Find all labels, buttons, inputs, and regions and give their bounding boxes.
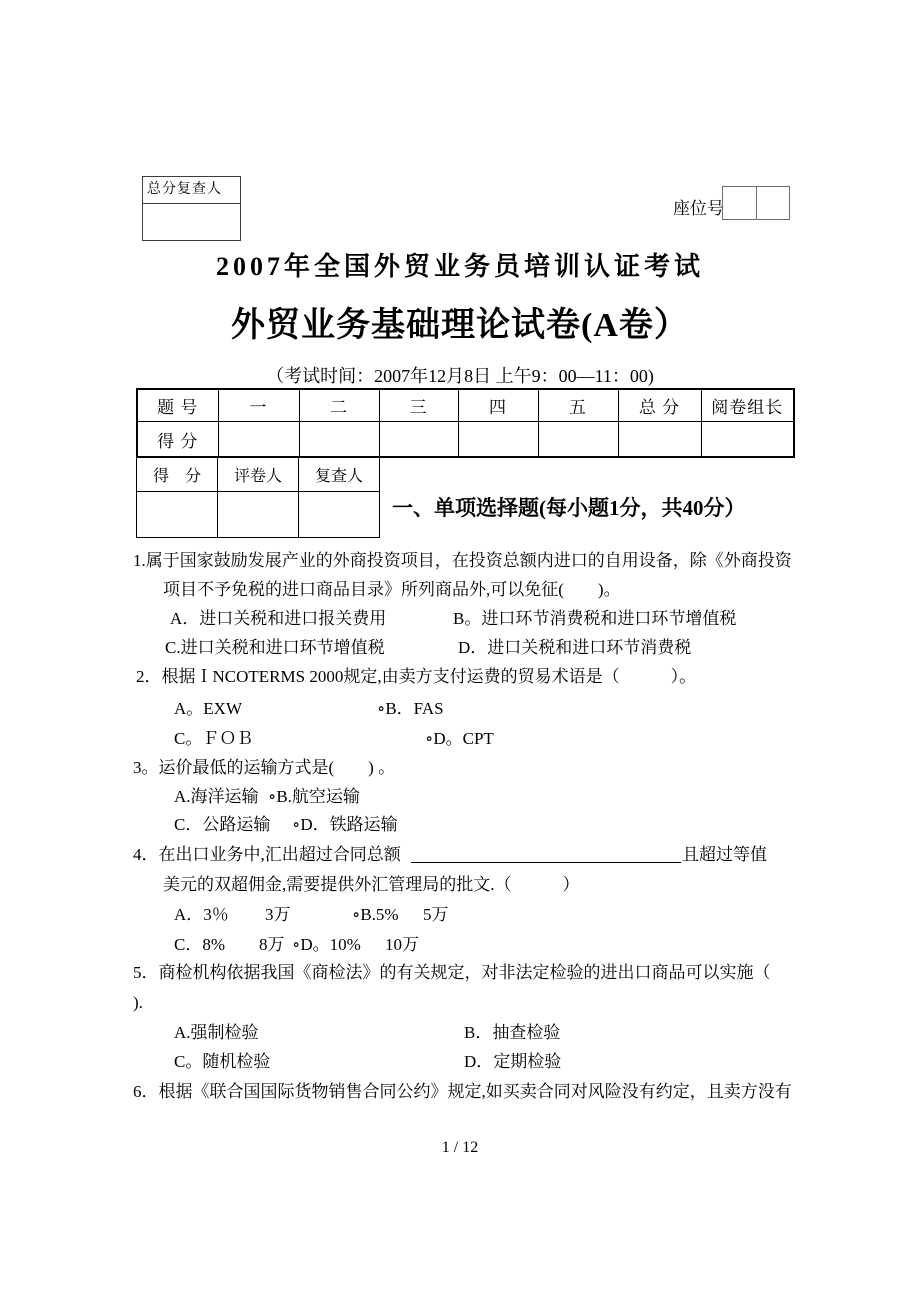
score-blank-cell <box>618 422 701 458</box>
question-1-option-a: A．进口关税和进口报关费用 <box>170 609 387 628</box>
score-table-header-cell: 总 分 <box>618 389 701 422</box>
question-2-option-c: C。ＦＯＢ <box>174 729 254 748</box>
score-blank-cell <box>379 422 458 458</box>
score-table-header-cell: 三 <box>379 389 458 422</box>
question-5-line-2: ). <box>133 993 143 1012</box>
question-5-line-1: 5．商检机构依据我国《商检法》的有关规定，对非法定检验的进出口商品可以实施（ <box>133 963 771 982</box>
exam-title: 2007年全国外贸业务员培训认证考试 <box>215 252 704 281</box>
question-4-line-1: 4．在出口业务中,汇出超过合同总额 <box>133 845 401 864</box>
score-blank-cell <box>701 422 794 458</box>
question-4-option-a-value: 3万 <box>265 905 291 924</box>
seat-number-box <box>722 186 790 220</box>
score-table-header-cell: 二 <box>299 389 379 422</box>
question-5-option-a: A.强制检验 <box>174 1023 259 1042</box>
question-5-option-c: C。随机检验 <box>174 1052 271 1071</box>
question-1-line-2: 项目不予免税的进口商品目录》所列商品外,可以免征( )。 <box>163 580 621 599</box>
question-3-line-1: 3。运价最低的运输方式是( ) 。 <box>133 758 396 777</box>
question-4-option-c: C．8% <box>174 935 225 954</box>
grader-blank-cell <box>218 492 299 538</box>
question-3-option-c: C．公路运输 <box>174 815 271 834</box>
question-5-option-d: D．定期检验 <box>464 1052 562 1071</box>
grader-blank-cell <box>299 492 380 538</box>
score-table-header-cell: 四 <box>458 389 538 422</box>
score-blank-cell <box>218 422 299 458</box>
section-one-heading: 一、单项选择题(每小题1分，共40分） <box>392 496 746 520</box>
question-1-option-d: D．进口关税和进口环节消费税 <box>458 638 692 657</box>
grader-table-header-cell: 得 分 <box>137 457 218 492</box>
question-1-option-c: C.进口关税和进口环节增值税 <box>165 638 385 657</box>
question-3-option-b: ∘B.航空运输 <box>268 787 360 806</box>
question-1-line-1: 1.属于国家鼓励发展产业的外商投资项目，在投资总额内进口的自用设备，除《外商投资 <box>133 551 792 570</box>
score-summary-table <box>136 388 795 458</box>
score-row-label: 得 分 <box>137 422 218 458</box>
seat-number-cell-1 <box>723 187 757 219</box>
question-4-option-c-value: 8万 <box>259 935 285 954</box>
seat-number-label: 座位号 <box>673 199 724 218</box>
score-blank-cell <box>538 422 618 458</box>
score-table-header-cell: 五 <box>538 389 618 422</box>
score-blank-cell <box>458 422 538 458</box>
question-4-line-1-tail: 且超过等值 <box>682 845 767 864</box>
question-5-option-b: B．抽查检验 <box>464 1023 561 1042</box>
grader-table-header-cell: 评卷人 <box>218 457 299 492</box>
paper-title: 外贸业务基础理论试卷(A卷） <box>231 307 689 344</box>
question-2-line-1: 2．根据ＩNCOTERMS 2000规定,由卖方支付运费的贸易术语是（ ）。 <box>136 667 697 686</box>
question-4-line-2: 美元的双超佣金,需要提供外汇管理局的批文.（ ） <box>163 875 580 894</box>
question-4-option-b: ∘B.5% <box>352 905 399 924</box>
question-1-option-b: B。进口环节消费税和进口环节增值税 <box>453 609 737 628</box>
page-number: 1 / 12 <box>441 1139 479 1156</box>
total-score-reviewer-blank-cell <box>143 204 240 240</box>
exam-time-subtitle: （考试时间：2007年12月8日 上午9：00—11：00) <box>266 366 654 386</box>
score-table-header-cell: 一 <box>218 389 299 422</box>
question-6-line-1: 6．根据《联合国国际货物销售合同公约》规定,如买卖合同对风险没有约定，且卖方没有 <box>133 1082 792 1101</box>
question-4-option-d-value: 10万 <box>385 935 419 954</box>
total-score-reviewer-label: 总分复查人 <box>143 177 240 204</box>
seat-number-cell-2 <box>757 187 790 219</box>
question-3-option-d: ∘D．铁路运输 <box>292 815 398 834</box>
question-4-option-b-value: 5万 <box>423 905 449 924</box>
score-table-header-cell: 阅卷组长 <box>701 389 794 422</box>
grader-table-header-cell: 复查人 <box>299 457 380 492</box>
question-4-option-d: ∘D。10% <box>292 935 361 954</box>
question-2-option-a: A。EXW <box>174 699 242 718</box>
question-3-option-a: A.海洋运输 <box>174 787 259 806</box>
grader-table <box>136 456 380 538</box>
score-blank-cell <box>299 422 379 458</box>
score-table-header-cell: 题 号 <box>137 389 218 422</box>
total-score-reviewer-box <box>142 176 241 241</box>
grader-blank-cell <box>137 492 218 538</box>
fill-in-blank-underline <box>411 845 681 863</box>
question-4-option-a: A．3％ <box>174 905 229 924</box>
question-2-option-d: ∘D。CPT <box>425 729 494 748</box>
question-2-option-b: ∘B．FAS <box>377 699 444 718</box>
